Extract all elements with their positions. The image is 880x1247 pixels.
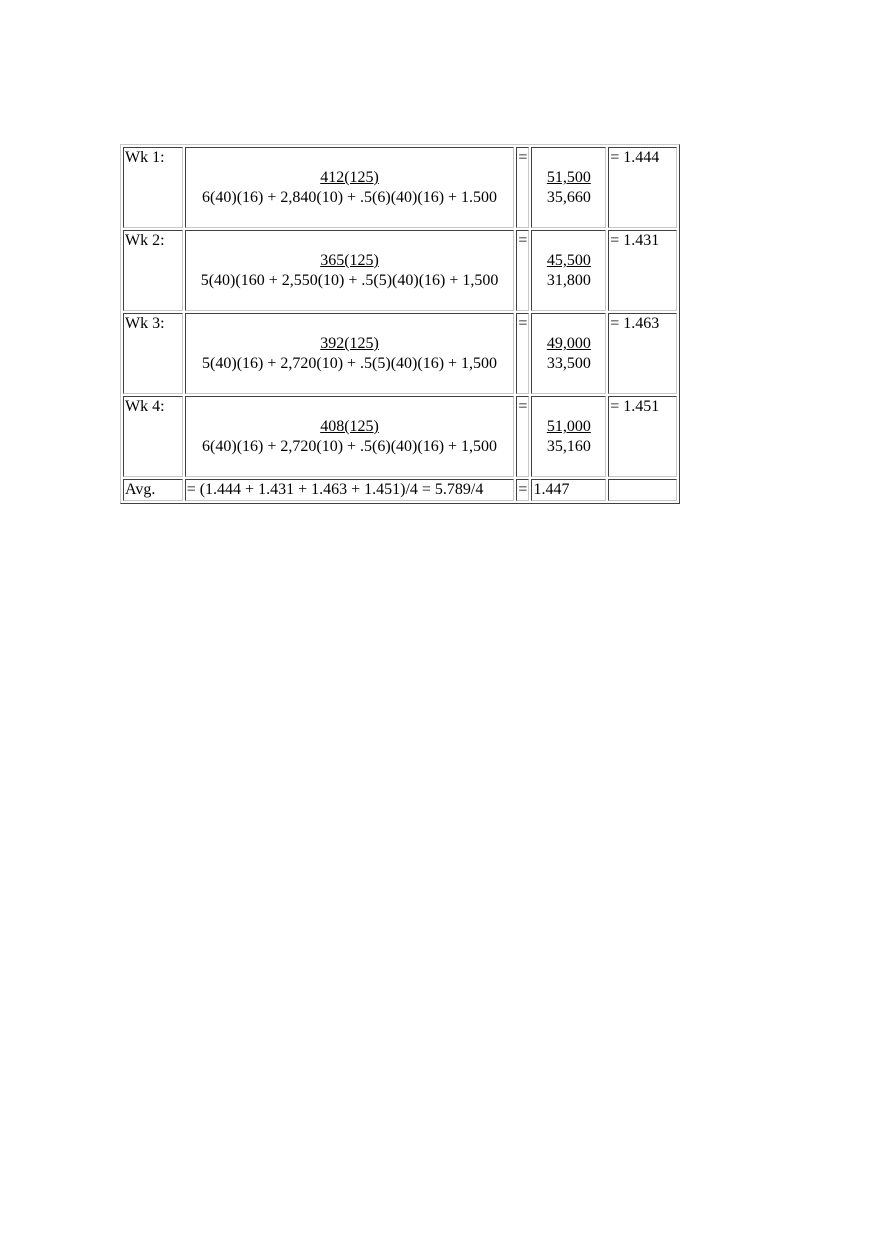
formula-numerator: 392(125) (320, 335, 379, 352)
formula-cell (185, 230, 515, 311)
fraction-cell (531, 313, 606, 394)
result-value: = 1.444 (608, 147, 677, 228)
average-formula: = (1.444 + 1.431 + 1.463 + 1.451)/4 = 5.789/4 (185, 479, 515, 501)
formula-denominator: 6(40)(16) + 2,720(10) + .5(6)(40)(16) + 1,500 (202, 438, 498, 455)
equals-sign: = (516, 230, 529, 311)
formula-numerator: 412(125) (320, 169, 379, 186)
formula-numerator: 365(125) (320, 252, 379, 269)
productivity-calculation-table (120, 144, 680, 504)
equals-sign: = (516, 313, 529, 394)
fraction-denominator: 33,500 (546, 355, 591, 372)
equals-sign: = (516, 396, 529, 477)
week-row-3 (123, 313, 677, 394)
fraction-numerator: 49,000 (546, 335, 591, 352)
fraction-numerator: 51,500 (546, 169, 591, 186)
fraction-cell (531, 396, 606, 477)
result-value: = 1.463 (608, 313, 677, 394)
formula-denominator: 5(40)(16) + 2,720(10) + .5(5)(40)(16) + 1,500 (202, 355, 498, 372)
fraction-denominator: 35,160 (546, 438, 591, 455)
row-label: Wk 3: (123, 313, 183, 394)
fraction-cell (531, 230, 606, 311)
equals-sign: = (516, 479, 529, 501)
formula-numerator: 408(125) (320, 418, 379, 435)
result-value: = 1.451 (608, 396, 677, 477)
result-value: = 1.431 (608, 230, 677, 311)
formula-denominator: 6(40)(16) + 2,840(10) + .5(6)(40)(16) + 1.500 (202, 189, 498, 206)
fraction-denominator: 35,660 (546, 189, 591, 206)
row-label: Avg. (123, 479, 183, 501)
fraction-cell (531, 147, 606, 228)
week-row-2 (123, 230, 677, 311)
formula-cell (185, 147, 515, 228)
row-label: Wk 1: (123, 147, 183, 228)
average-value: 1.447 (531, 479, 606, 501)
row-label: Wk 2: (123, 230, 183, 311)
equals-sign: = (516, 147, 529, 228)
week-row-4 (123, 396, 677, 477)
fraction-numerator: 45,500 (546, 252, 591, 269)
average-row (123, 479, 677, 501)
formula-denominator: 5(40)(160 + 2,550(10) + .5(5)(40)(16) + 1,500 (200, 272, 499, 289)
result-value (608, 479, 677, 501)
formula-cell (185, 396, 515, 477)
row-label: Wk 4: (123, 396, 183, 477)
week-row-1 (123, 147, 677, 228)
fraction-denominator: 31,800 (546, 272, 591, 289)
formula-cell (185, 313, 515, 394)
fraction-numerator: 51,000 (546, 418, 591, 435)
